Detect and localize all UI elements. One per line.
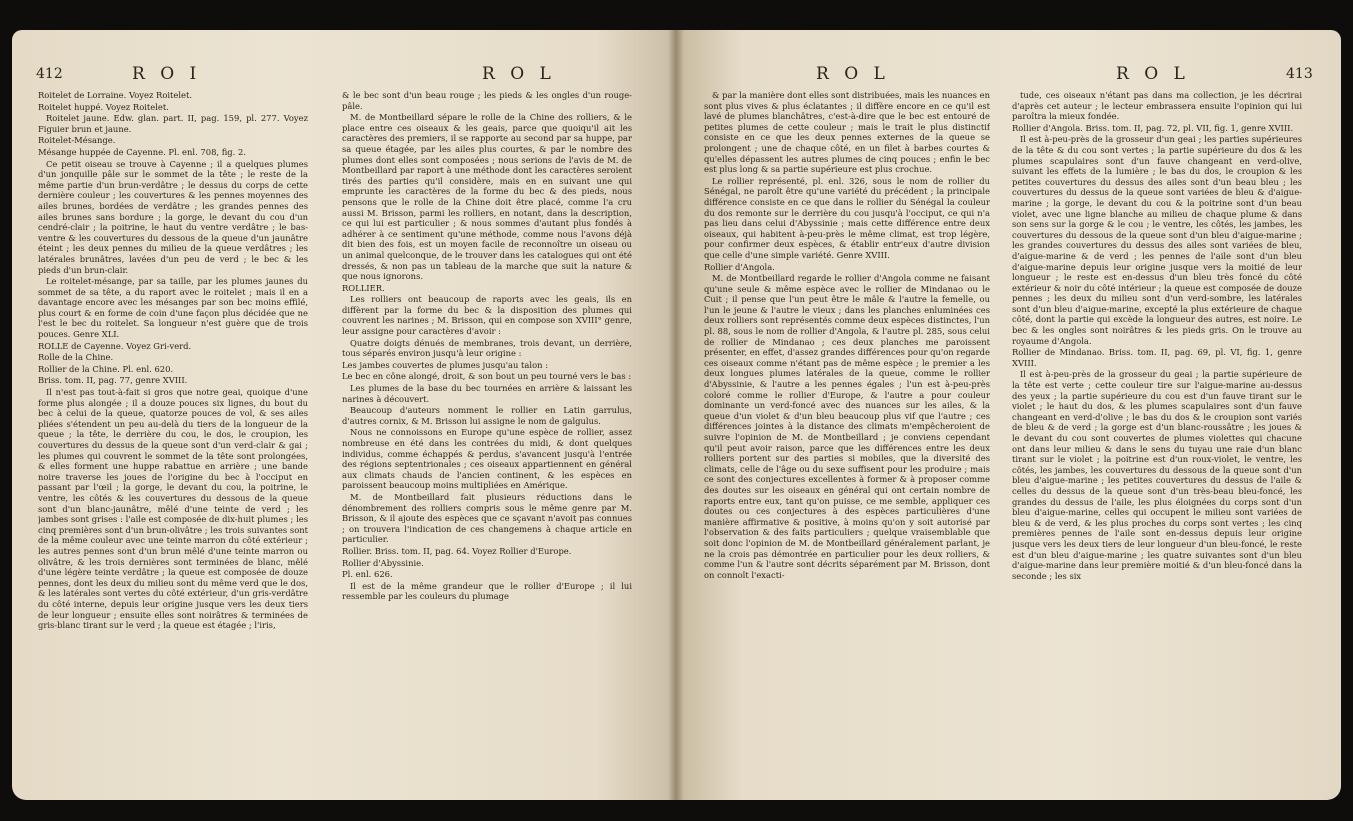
- paragraph: ROLLE de Cayenne. Voyez Gri-verd.: [38, 340, 192, 351]
- paragraph: M. de Montbeillard fait plusieurs réductions dans le dénombrement des rolliers compris sous le même genre par M. Brisson, & il ajoute des espèces que ce sçavant n'avoit pas connues ; on trouvera l'indication de ces changemens à chaque article en particulier.: [342, 491, 632, 545]
- paragraph: Il n'est pas tout-à-fait si gros que notre geai, quoique d'une forme plus alongée ; il a douze pouces six lignes, du bout du bec à celui de la queue, quatorze pouces de vol, & ses ailes pliées s'étendent un peu au-delà du tiers de la longueur de la queue ; la tête, le derrière du cou, le dos, le croupion, les couvertures du dessus de la queue sont d'un verd-clair & gai ; les plumes qui couvrent le sommet de la tête sont prolongées, & elles forment une huppe rabattue en arrière ; une bande noire traverse les joues de l'origine du bec à l'occiput en passant par l'œil ; la gorge, le devant du cou, la poitrine, le ventre, les côtés & les couvertures du dessous de la queue sont d'un blanc-jaunâtre, mêlé d'une teinte de verd ; les jambes sont grises : l'aile est composée de dix-huit plumes ; les cinq premières sont d'un brun-olivâtre ; les trois suivantes sont de la même couleur avec une teinte marron du côté extérieur ; les autres pennes sont d'un brun mêlé d'une teinte marron ou olivâtre, & les trois dernières sont terminées de blanc, mêlé d'une légère teinte verdâtre ; la queue est composée de douze pennes, dont les deux du milieu sont du même verd que le dos, & les latérales sont vertes du côté extérieur, d'un gris-verdâtre du côté interne, depuis leur origine jusque vers les deux tiers de leur longueur ; ensuite elles sont noirâtres & terminées de gris-blanc tirant sur le verd ; la queue est étagée ; l'iris,: [38, 387, 308, 631]
- paragraph: Le rollier représenté, pl. enl. 326, sous le nom de rollier du Sénégal, ne paroît être qu'une variété du précédent ; la principale différence consiste en ce que dans le rollier du Sénégal la couleur du dos remonte sur le derrière du cou jusqu'à l'occiput, ce qui n'a pas lieu dans celui d'Abyssinie ; mais cette différence entre deux oiseaux, qui habitent à-peu-près le même climat, est trop légère, pour confirmer deux espèces, & établir entr'eux d'autre division que celle d'une simple variété. Genre XVIII.: [704, 175, 990, 260]
- paragraph: Roitelet de Lorraine. Voyez Roitelet.: [38, 90, 193, 100]
- paragraph: Le roitelet-mésange, par sa taille, par les plumes jaunes du sommet de sa tête, a du raport avec le roitelet ; mais il en a davantage encore avec les mésanges par son bec moins effilé, plus court & en forme de coin d'une façon plus décidée que ne l'est le bec du roitelet. Sa longueur n'est guère que de trois pouces. Genre XLI.: [38, 276, 308, 340]
- paragraph: ROLLIER.: [342, 282, 385, 293]
- paragraph: Rollier de Mindanao. Briss. tom. II, pag. 69, pl. VI, fig. 1, genre XVIII.: [1012, 347, 1302, 368]
- paragraph: Les rolliers ont beaucoup de raports avec les geais, ils en diffèrent par la forme du bec & la disposition des plumes qui couvrent les narines ; M. Brisson, qui en compose son XVIII° genre, leur assigne pour caractères d'avoir :: [342, 294, 632, 337]
- text-column-left-1: [38, 90, 308, 790]
- text-column-right-1: [704, 90, 990, 790]
- paragraph: Rollier d'Angola.: [704, 261, 775, 272]
- running-head-right-col1: R O L: [816, 64, 890, 84]
- paragraph: Roitelet huppé. Voyez Roitelet.: [38, 101, 169, 112]
- paragraph: Il est de la même grandeur que le rollier d'Europe ; il lui ressemble par les couleurs du plumage: [342, 580, 632, 602]
- paragraph: Rollier d'Abyssinie.: [342, 557, 424, 568]
- paragraph: Rollier de la Chine. Pl. enl. 620.: [38, 363, 174, 374]
- paragraph: Les jambes couvertes de plumes jusqu'au talon :: [342, 359, 549, 370]
- paragraph: Le bec en cône alongé, droit, & son bout un peu tourné vers le bas :: [342, 371, 632, 382]
- paragraph: Il est à-peu-près de la grosseur du geai ; la partie supérieure de la tête est verte ; cette couleur tire sur l'aigue-marine au-dessus des yeux ; la partie supérieure du cou est d'un fauve tirant sur le violet ; le haut du dos, & les plumes scapulaires sont d'un fauve changeant en verd-d'olive ; le bas du dos & le croupion sont variés de bleu & de verd ; la gorge est d'un blanc-roussâtre ; les joues & le devant du cou sont couvertes de plumes violettes qui chacune ont dans leur milieu & dans le sens du tuyau une raie d'un blanc tirant sur le violet ; la poitrine est d'un roux-violet, le ventre, les côtés, les jambes, les couvertures du dessous de la queue sont d'un bleu d'aigue-marine ; les petites couvertures du dessus de l'aile & celles du dessus de la queue sont d'un très-beau bleu-foncé, les grandes du dessus de l'aile, les plus éloignées du corps sont d'un bleu d'aigue-marine, celles qui occupent le milieu sont variées de bleu & de verd, & les plus proches du corps sont vertes ; les cinq premières pennes de l'aile sont en-dessus depuis leur origine jusque vers les deux tiers de leur longueur d'un bleu-foncé, le reste est d'un bleu d'aigue-marine ; les quatre suivantes sont d'un bleu d'aigue-marine dans leur première moitié & d'un bleu-foncé dans la seconde ; les six: [1012, 369, 1302, 581]
- page-number-left: 412: [36, 66, 63, 82]
- paragraph: tude, ces oiseaux n'étant pas dans ma collection, je les décrirai d'après cet auteur ; le lecteur embrassera ensuite l'opinion qui lui paroîtra la mieux fondée.: [1012, 90, 1302, 122]
- paragraph: Roitelet-Mésange.: [38, 135, 116, 146]
- paragraph: M. de Montbeillard sépare le rolle de la Chine des rolliers, & le place entre ces oiseaux & les geais, parce que quoiqu'il ait les caractères des premiers, il se rapporte au second par sa huppe, par sa queue étagée, par les ailes plus courtes, & par le nombre des plumes dont elles sont composées ; nous serions de l'avis de M. de Montbeillard par raport à une méthode dont les caractères seroient tirés des parties qu'il considère, mais en en suivant une qui emprunte les caractères de la forme du bec & des pieds, nous pensons que le rolle de la Chine doit être placé, comme l'a cru aussi M. Brisson, parmi les rolliers, en notant, dans la description, ce qui lui est particulier ; & nous sommes d'autant plus fondés à adhérer à ce sentiment qu'une méthode, comme nous l'avons déjà dit bien des fois, est un moyen facile de reconnoître un oiseau ou un animal quelconque, de le trouver dans les catalogues qui ont été dressés, & non pas un tableau de la marche que suit la nature & que nous ignorons.: [342, 112, 632, 282]
- running-head-left-col2: R O L: [482, 64, 556, 84]
- paragraph: Rollier. Briss. tom. II, pag. 64. Voyez Rollier d'Europe.: [342, 545, 572, 556]
- paragraph: Les plumes de la base du bec tournées en arrière & laissant les narines à découvert.: [342, 383, 632, 404]
- paragraph: Mésange huppée de Cayenne. Pl. enl. 708, fig. 2.: [38, 146, 246, 157]
- left-page: [12, 30, 676, 800]
- text-column-left-2: [342, 90, 632, 790]
- paragraph: Il est à-peu-près de la grosseur d'un geai ; les parties supérieures de la tête & du cou sont vertes ; la partie supérieure du dos & les plumes scapulaires sont d'un fauve changeant en verd-olive, suivant les effets de la lumière ; le bas du dos, le croupion & les petites couvertures du dessus des ailes sont d'un beau bleu ; les couvertures du dessus de la queue sont variées de bleu & d'aigue-marine ; la gorge, le devant du cou & la poitrine sont d'un beau violet, avec une ligne blanche au milieu de chaque plume & dans son sens sur la gorge & le cou ; le ventre, les côtés, les jambes, les couvertures du dessous de la queue sont d'un bleu d'aigue-marine ; les grandes couvertures du dessus des ailes sont variées de bleu, d'aigue-marine & de verd ; les pennes de l'aile sont d'un bleu d'aigue-marine depuis leur origine jusque vers la moitié de leur longueur ; le reste est en-dessus d'un bleu très foncé du côté extérieur & noir du côté intérieur ; la queue est composée de douze pennes ; les deux du milieu sont d'un verd-sombre, les latérales sont d'un bleu d'aigue-marine, excepté la plus extérieure de chaque côté, dont la partie qui excède la longueur des autres, est noire. Le bec & les ongles sont noirâtres & les pieds gris. On le trouve au royaume d'Angola.: [1012, 134, 1302, 346]
- page-number-right: 413: [1286, 66, 1313, 82]
- paragraph: Rollier d'Angola. Briss. tom. II, pag. 72, pl. VII, fig. 1, genre XVIII.: [1012, 122, 1294, 133]
- right-page: [676, 30, 1341, 800]
- paragraph: Quatre doigts dénués de membranes, trois devant, un derrière, tous séparés environ jusqu'à leur origine :: [342, 337, 632, 359]
- paragraph: M. de Montbeillard regarde le rollier d'Angola comme ne faisant qu'une seule & même espèce avec le rollier de Mindanao ou le Cuit ; il pense que l'un peut être le mâle & l'autre la femelle, ou l'un le jeune & l'autre le vieux ; dans les planches enluminées ces deux rolliers sont représentés comme deux espèces distinctes, l'un pl. 88, sous le nom de rollier d'Angola, & l'autre pl. 285, sous celui de rollier de Mindanao ; ces deux planches me paroissent présenter, en effet, d'assez grandes différences pour qu'on regarde ces oiseaux comme n'étant pas de même espèce ; le premier a les deux longues plumes latérales de la queue, comme le rollier d'Abyssinie, & l'autre a les pennes égales ; l'un est à-peu-près coloré comme le rollier d'Europe, & l'autre a pour couleur dominante un verd-foncé avec des nuances sur les ailes, & la queue d'un violet & d'un bleu beaucoup plus vif que l'autre ; ces différences jointes à la distance des climats m'empêcheroient de suivre l'opinion de M. de Montbeillard ; je conviens cependant qu'il peut avoir raison, parce que les différences entre les deux rolliers portent sur des parties si mobiles, que la diversité des climats, celle de l'âge ou du sexe suffisent pour les produire ; mais ce sont des conjectures excellentes à former & à proposer comme des doutes sur les oiseaux en général qui ont certain nombre de raports entre eux, tant qu'on puisse, ce me semble, appliquer ces doutes ou ces conjectures à des espèces particulières d'une manière affirmative & positive, à moins qu'on y soit autorisé par l'observation & des faits particuliers ; quelque vraisemblable que soit donc l'opinion de M. de Montbeillard généralement parlant, je ne la crois pas démontrée en particulier pour les deux rolliers, & comme l'un & l'autre sont décrits séparément par M. Brisson, dont on connoît l'exacti-: [704, 273, 990, 580]
- book-gutter: [668, 30, 684, 800]
- paragraph: Beaucoup d'auteurs nomment le rollier en Latin garrulus, d'autres cornix, & M. Brisson lui assigne le nom de galgulus.: [342, 405, 632, 426]
- paragraph: Ce petit oiseau se trouve à Cayenne ; il a quelques plumes d'un jonquille pâle sur le sommet de la tête ; le reste de la même partie d'un brun-verdâtre ; le dessus du corps de cette dernière couleur ; les couvertures & les pennes moyennes des ailes brunes, bordées de verdâtre ; les grandes pennes des ailes brunes sans bordure ; la gorge, le devant du cou d'un cendré-clair ; la poitrine, le haut du ventre verdâtre ; le bas-ventre & les couvertures du dessous de la queue d'un jaunâtre éteint ; les deux pennes du milieu de la queue verdâtres ; les latérales brunâtres, lavées d'un peu de verd ; le bec & les pieds d'un brun-clair.: [38, 158, 308, 275]
- paragraph: Rolle de la Chine.: [38, 352, 114, 363]
- paragraph: Roitelet jaune. Edw. glan. part. II, pag. 159, pl. 277. Voyez Figuier brun et jaune.: [38, 113, 308, 134]
- running-head-left-col1: R O I: [132, 64, 202, 84]
- paragraph: & le bec sont d'un beau rouge ; les pieds & les ongles d'un rouge-pâle.: [342, 90, 632, 111]
- paragraph: Pl. enl. 626.: [342, 569, 393, 580]
- running-head-right-col2: R O L: [1116, 64, 1190, 84]
- book-spread: [12, 30, 1341, 800]
- paragraph: Nous ne connoissons en Europe qu'une espèce de rollier, assez nombreuse en été dans les contrées du midi, & dont quelques individus, comme échappés & perdus, s'avancent jusqu'à l'entrée des régions septentrionales ; ces oiseaux appartiennent en général aux climats chauds de l'ancien continent, & les espèces en paroissent beaucoup moins multipliées en Amérique.: [342, 427, 632, 491]
- paragraph: Briss. tom. II, pag. 77, genre XVIII.: [38, 375, 188, 386]
- paragraph: & par la manière dont elles sont distribuées, mais les nuances en sont plus vives & plus éclatantes ; il diffère encore en ce qu'il est lavé de plumes blanchâtres, c'est-à-dire que le bec est entouré de petites plumes de cette couleur ; mais le trait le plus distinctif consiste en ce que les deux pennes externes de la queue se prolongent ; une de chaque côté, en un filet à barbes courtes & qu'elles dépassent les autres plumes de cinq pouces ; enfin le bec est plus long & sa partie supérieure est plus crochue.: [704, 90, 990, 175]
- text-column-right-2: [1012, 90, 1302, 790]
